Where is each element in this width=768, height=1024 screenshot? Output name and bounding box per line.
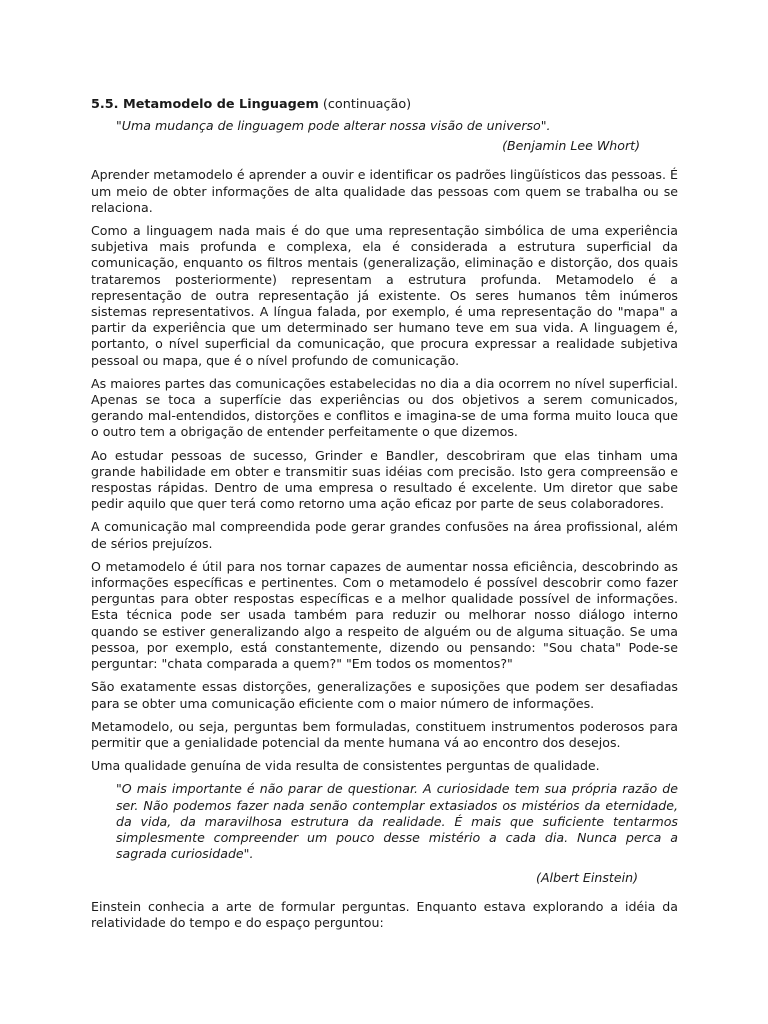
paragraph: Ao estudar pessoas de sucesso, Grinder e Bandler, descobriram que elas tinham uma grande habilidade em obter e transmitir suas idéias com precisão. Isto gera compreensão e respostas rápidas. Dentro de uma empresa o resultado é excelente. Um diretor que sabe pedir aquilo que quer terá como retorno uma ação eficaz por parte de seus colaboradores. xyxy=(91,447,678,512)
block-quote-author: (Albert Einstein) xyxy=(536,870,638,886)
closing-paragraph: Einstein conhecia a arte de formular perguntas. Enquanto estava explorando a idéia da relatividade do tempo e do espaço perguntou: xyxy=(91,898,678,930)
section-title: 5.5. Metamodelo de Linguagem xyxy=(91,97,319,112)
document-page xyxy=(91,96,678,938)
epigraph-author: (Benjamin Lee Whort) xyxy=(502,138,640,154)
paragraph: O metamodelo é útil para nos tornar capazes de aumentar nossa eficiência, descobrindo as informações específicas e pertinentes. Com o metamodelo é possível descobrir como fazer perguntas para obter respostas específicas e a melhor qualidade possível de informações. Esta técnica pode ser usada também para reduzir ou melhorar nosso diálogo interno quando se estiver generalizando algo a respeito de alguém ou de alguma situação. Se uma pessoa, por exemplo, está constantemente, dizendo ou pensando: "Sou chata" Pode-se perguntar: "chata comparada a quem?" "Em todos os momentos?" xyxy=(91,558,678,672)
paragraph: Aprender metamodelo é aprender a ouvir e identificar os padrões lingüísticos das pessoas. É um meio de obter informações de alta qualidade das pessoas com quem se trabalha ou se relaciona. xyxy=(91,167,678,215)
block-quote: "O mais importante é não parar de questionar. A curiosidade tem sua própria razão de ser. Não podemos fazer nada senão contemplar extasiados os mistérios da eternidade, da vida, da maravilhosa estrutura da realidade. É mais que suficiente tentarmos simplesmente compreender um pouco desse mistério a cada dia. Nunca perca a sagrada curiosidade". xyxy=(116,781,678,862)
section-title-suffix: (continuação) xyxy=(322,97,412,112)
paragraph: Metamodelo, ou seja, perguntas bem formuladas, constituem instrumentos poderosos para permitir que a genialidade potencial da mente humana vá ao encontro dos desejos. xyxy=(91,718,678,750)
epigraph-quote: "Uma mudança de linguagem pode alterar nossa visão de universo". xyxy=(116,118,551,133)
paragraph: São exatamente essas distorções, generalizações e suposições que podem ser desafiadas para se obter uma comunicação eficiente com o maior número de informações. xyxy=(91,679,678,711)
section-heading xyxy=(91,96,678,113)
paragraph: As maiores partes das comunicações estabelecidas no dia a dia ocorrem no nível superficial. Apenas se toca a superfície das experiências ou dos objetivos a serem comunicados, gerando mal-entendidos, distorções e conflitos e imagina-se de uma forma muito louca que o outro tem a obrigação de entender perfeitamente o que dizemos. xyxy=(91,375,678,440)
paragraph: Como a linguagem nada mais é do que uma representação simbólica de uma experiência subjetiva mais profunda e complexa, ela é considerada a estrutura superficial da comunicação, enquanto os filtros mentais (generalização, eliminação e distorção, dos quais trataremos posteriormente) representam a estrutura profunda. Metamodelo é a representação de outra representação já existente. Os seres humanos têm inúmeros sistemas representativos. A língua falada, por exemplo, é uma representação do "mapa" a partir da experiência que um determinado ser humano teve em sua vida. A linguagem é, portanto, o nível superficial da comunicação, que procura expressar a realidade subjetiva pessoal ou mapa, que é o nível profundo de comunicação. xyxy=(91,223,678,368)
paragraph: A comunicação mal compreendida pode gerar grandes confusões na área profissional, além de sérios prejuízos. xyxy=(91,519,678,551)
paragraph: Uma qualidade genuína de vida resulta de consistentes perguntas de qualidade. xyxy=(91,758,600,774)
